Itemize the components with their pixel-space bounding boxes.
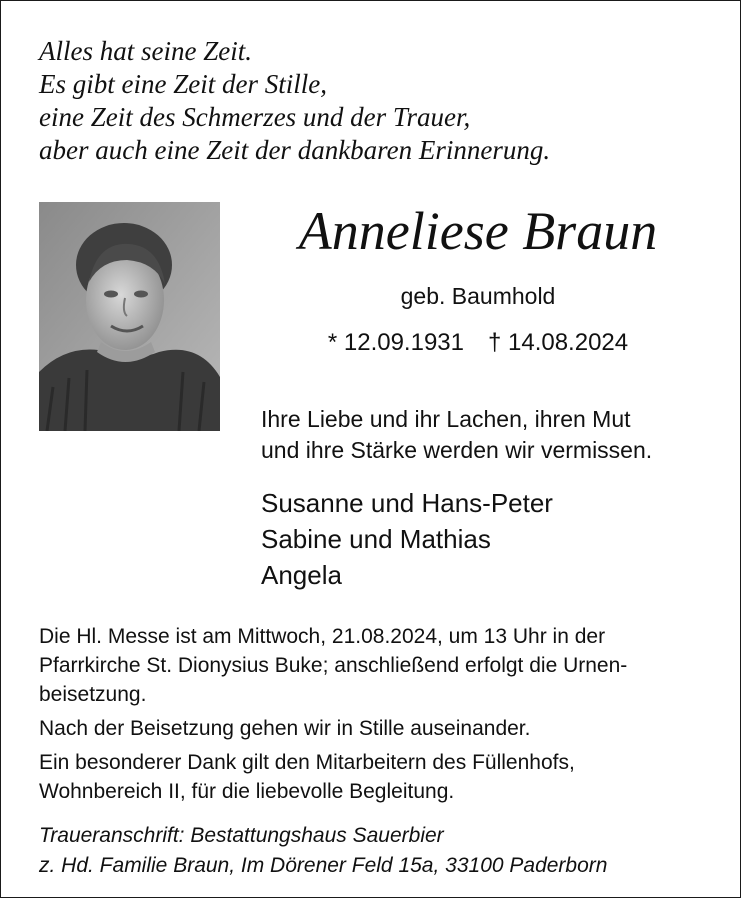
portrait-photo [39, 202, 220, 431]
mourning-address [39, 821, 607, 881]
family-member: Angela [261, 560, 342, 590]
thanks-paragraph [39, 748, 627, 806]
poem [39, 35, 550, 167]
notice-line: Die Hl. Messe ist am Mittwoch, 21.08.2024, um 13 Uhr in der [39, 625, 606, 648]
poem-line: eine Zeit des Schmerzes und der Trauer, [39, 102, 471, 132]
family-member: Sabine und Mathias [261, 524, 491, 554]
notice-line: Wohnbereich II, für die liebevolle Begleitung. [39, 780, 455, 803]
birth-date: * 12.09.1931 [327, 329, 464, 356]
address-line: z. Hd. Familie Braun, Im Dörener Feld 15a, 33100 Paderborn [39, 854, 608, 877]
notice-line: beisetzung. [39, 683, 147, 706]
notice-line: Pfarrkirche St. Dionysius Buke; anschließend erfolgt die Urnen- [39, 654, 628, 677]
quote-line: Ihre Liebe und ihr Lachen, ihren Mut [261, 406, 631, 432]
notice-line: Ein besonderer Dank gilt den Mitarbeitern des Füllenhofs, [39, 751, 575, 774]
service-notice [39, 622, 627, 806]
service-paragraph [39, 622, 627, 709]
burial-paragraph [39, 714, 627, 743]
family-members [261, 485, 553, 593]
memorial-quote [261, 404, 652, 466]
notice-line: Nach der Beisetzung gehen wir in Stille auseinander. [39, 717, 531, 740]
death-date: † 14.08.2024 [487, 329, 629, 356]
quote-line: und ihre Stärke werden wir vermissen. [261, 437, 653, 463]
address-line: Traueranschrift: Bestattungshaus Sauerbier [39, 824, 444, 847]
poem-line: Alles hat seine Zeit. [39, 36, 252, 66]
deceased-name: Anneliese Braun [298, 201, 658, 261]
poem-line: aber auch eine Zeit der dankbaren Erinnerung. [39, 135, 551, 165]
life-dates [233, 327, 723, 359]
maiden-name: geb. Baumhold [400, 283, 556, 309]
family-member: Susanne und Hans-Peter [261, 488, 553, 518]
poem-line: Es gibt eine Zeit der Stille, [39, 69, 327, 99]
